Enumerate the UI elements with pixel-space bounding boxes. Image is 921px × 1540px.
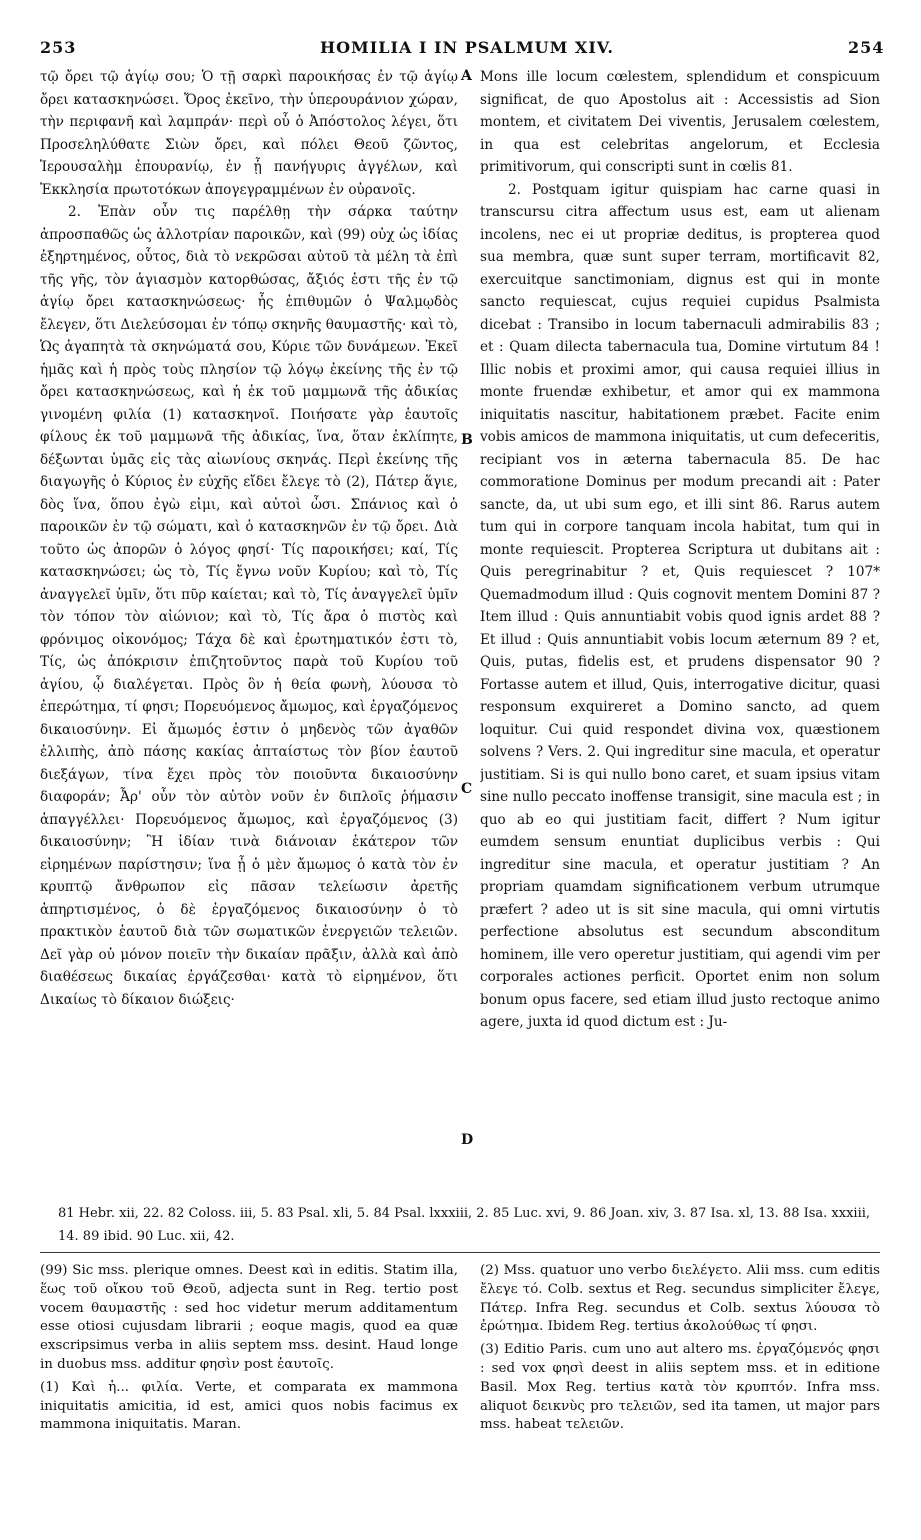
greek-paragraph-2: 2. Ἐπὰν οὖν τις παρέλθῃ τὴν σάρκα ταύτην ἀπροσπαθῶς ὡς ἀλλοτρίαν παροικῶν, καὶ (99) οὐχ ὡς ἰδίας ἐξηρτημένος, οὗτος, διὰ τὸ νεκρῶσαι αὐτοῦ τὰ μέλη τὰ ἐπὶ τῆς γῆς, τὸν ἁγιασμὸν κατορθώσας, ἄξιός ἐστι τῆς ἐν τῷ ἁγίῳ ὄρει κατασκηνώσεως· ἧς ἐπιθυμῶν ὁ Ψαλμῳδὸς ἔλεγεν, ὅτι Διελεύσομαι ἐν τόπῳ σκηνῆς θαυμαστῆς· καὶ τὸ, Ὡς ἀγαπητὰ τὰ σκηνώματά σου, Κύριε τῶν δυνάμεων. Ἐκεῖ ἡμᾶς καὶ ἡ πρὸς τοὺς πλησίον τῷ λόγῳ ἐκείνης τῆς ἐν τῷ ὄρει κατασκηνώσεως, καὶ ἡ ἐκ τοῦ μαμμωνᾶ τῆς ἀδικίας γινομένη φιλία (1) κατασκηνοῖ. Ποιήσατε γὰρ ἑαυτοῖς φίλους ἐκ τοῦ μαμμωνᾶ τῆς ἀδικίας, ἵνα, ὅταν ἐκλίπητε, δέξωνται ὑμᾶς εἰς τὰς αἰωνίους σκηνάς. Περὶ ἐκείνης τῆς διαγωγῆς ὁ Κύριος ἐν εὐχῆς εἴδει ἔλεγε τὸ (2), Πάτερ ἅγιε, δὸς ἵνα, ὅπου ἐγὼ εἰμι, καὶ αὐτοὶ ὦσι. Σπάνιος καὶ ὁ παροικῶν ἐν τῷ σώματι, καὶ ὁ κατασκηνῶν ἐν τῷ ὄρει. Διὰ τοῦτο ὡς ἀπορῶν ὁ λόγος φησί· Τίς παροικήσει; καί, Τίς κατασκηνώσει; ὡς τὸ, Τίς ἔγνω νοῦν Κυρίου; καὶ τὸ, Τίς ἀναγγελεῖ ὑμῖν, ὅτι πῦρ καίεται; καὶ τὸ, Τίς ἀναγγελεῖ ὑμῖν τὸν τόπον τὸν αἰώνιον; καὶ τὸ, Τίς ἄρα ὁ πιστὸς καὶ φρόνιμος οἰκονόμος; Τάχα δὲ καὶ ἐρωτηματικόν ἐστι τὸ, Τίς, ὡς ἀπόκρισιν ἐπιζητοῦντος παρὰ τοῦ Κυρίου τοῦ ἁγίου, ᾧ διαλέγεται. Πρὸς ὃν ἡ θεία φωνὴ, λύουσα τὸ ἐπερώτημα, τί φησι; Πορευόμενος ἄμωμος, καὶ ἐργαζόμενος δικαιοσύνην. Εἰ ἄμωμός ἐστιν ὁ μηδενὸς τῶν ἀγαθῶν ἐλλιπὴς, ἀπὸ πάσης κακίας ἀπταίστως τὸν βίον ἑαυτοῦ διεξάγων, τίνα ἔχει πρὸς τὸν ποιοῦντα δικαιοσύνην διαφοράν; Ἆρ' οὖν τὸν αὐτὸν νοῦν ἐν διπλοῖς ῥήμασιν ἀπαγγέλλει· Πορευόμενος ἄμωμος, καὶ ἐργαζόμενος (3) δικαιοσύνην; Ἢ ἰδίαν τινὰ διάνοιαν ἑκάτερον τῶν εἰρημένων παρίστησιν; ἵνα ᾖ ὁ μὲν ἄμωμος ὁ κατὰ τὸν ἐν κρυπτῷ ἄνθρωπον εἰς πᾶσαν τελείωσιν ἀρετῆς ἀπηρτισμένος, ὁ δὲ ἐργαζόμενος δικαιοσύνην ὁ τὸ πρακτικὸν ἑαυτοῦ διὰ τῶν σωματικῶν ἐνεργειῶν τελειῶν. Δεῖ γὰρ οὐ μόνον ποιεῖν τὴν δικαίαν πρᾶξιν, ἀλλὰ καὶ ἀπὸ διαθέσεως δικαίας ἐργάζεσθαι· κατὰ τὸ εἰρημένον, ὅτι Δικαίως τὸ δίκαιον διώξεις· — [40, 204, 458, 1008]
footnote-1: (1) Καὶ ἡ... φιλία. Verte, et comparata ex mammona iniquitatis amicitia, id est, amici quos nobis facimus ex mammona iniquitatis. Maran. — [40, 1379, 458, 1433]
margin-letter-a: A — [461, 68, 472, 84]
running-title: HOMILIA I IN PSALMUM XIV. — [320, 38, 614, 57]
footnotes-left — [40, 1262, 458, 1439]
footnote-2: (2) Mss. quatuor uno verbo διελέγετο. Alii mss. cum editis ἔλεγε τό. Colb. sextus et Reg. secundus simpliciter ἔλεγε, Πάτερ. Infra Reg. secundus et Colb. sextus λύουσα τὸ ἐρώτημα. Ibidem Reg. tertius ἀκολούθως τί φησι. — [480, 1263, 880, 1335]
margin-letter-b: B — [461, 432, 473, 448]
latin-column — [480, 66, 880, 1188]
greek-paragraph-1: τῷ ὄρει τῷ ἁγίῳ σου; Ὁ τῇ σαρκὶ παροικήσας ἐν τῷ ἁγίῳ ὄρει κατασκηνώσει. Ὄρος ἐκεῖνο, τὴν ὑπερουράνιον χώραν, τὴν περιφανῆ καὶ λαμπράν· περὶ οὗ ὁ Ἀπόστολος λέγει, ὅτι Προσεληλύθατε Σιὼν ὄρει, καὶ πόλει Θεοῦ ζῶντος, Ἱερουσαλὴμ ἐπουρανίῳ, ἐν ᾗ πανήγυρις ἀγγέλων, καὶ Ἐκκλησία πρωτοτόκων ἀπογεγραμμένων ἐν οὐρανοῖς. — [40, 69, 458, 198]
latin-paragraph-1: Mons ille locum cœlestem, splendidum et conspicuum significat, de quo Apostolus ait : Accessistis ad Sion montem, et civitatem Dei viventis, Jerusalem cœlestem, in qua est celebritas angelorum, et Ecclesia primitivorum, qui conscripti sunt in cœlis 81. — [480, 69, 880, 175]
greek-column — [40, 66, 458, 1188]
page-number-left: 253 — [40, 38, 77, 57]
scripture-references: 81 Hebr. xii, 22. 82 Coloss. iii, 5. 83 Psal. xli, 5. 84 Psal. lxxxiii, 2. 85 Luc. xvi, 9. 86 Joan. xiv, 3. 87 Isa. xl, 13. 88 Isa. xxxiii, 14. 89 ibid. 90 Luc. xii, 42. — [58, 1206, 871, 1244]
footnote-3: (3) Editio Paris. cum uno aut altero ms. ἐργαζόμενός φησι : sed vox φησὶ deest in aliis septem mss. et in editione Basil. Mox Reg. tertius κατὰ τὸν κρυπτόν. Infra mss. aliquot δεικνὺς pro τελειῶν, sed ita tamen, ut major pars mss. habeat τελειῶν. — [480, 1342, 880, 1433]
latin-paragraph-2: 2. Postquam igitur quispiam hac carne quasi in transcursu citra affectum usus est, eam ut alienam incolens, nec ei ut propriæ deditus, is propterea quod sua membra, quæ sunt super terram, mortificavit 82, exercuitque sanctimoniam, dignus est qui in monte sancto requiescat, cujus requiei cupidus Psalmista dicebat : Transibo in locum tabernaculi admirabilis 83 ; et : Quam dilecta tabernacula tua, Domine virtutum 84 ! Illic nobis et proximi amor, qui causa requiei illius in monte fruendæ exhibetur, et amor qui ex mammona iniquitatis nascitur, habitationem præbet. Facite enim vobis amicos de mammona iniquitatis, ut cum defeceritis, recipiant vos in æterna tabernacula 85. De hac commoratione Dominus per modum precandi ait : Pater sancte, da, ut ubi sum ego, et illi sint 86. Rarus autem tum qui in corpore tanquam incola habitat, tum qui in monte requiescit. Propterea Scriptura ut dubitans ait : Quis peregrinabitur ? et, Quis requiescet ? 107* Quemadmodum illud : Quis cognovit mentem Domini 87 ? Item illud : Quis annuntiabit vobis quod ignis ardet 88 ? Et illud : Quis annuntiabit vobis locum æternum 89 ? et, Quis, putas, fidelis est, et prudens dispensator 90 ? Fortasse autem et illud, Quis, interrogative dicitur, quasi responsum exquireret a Domino sancto, ad quem loquitur. Cui quid respondet divina vox, quæstionem solvens ? Vers. 2. Qui ingreditur sine macula, et operatur justitiam. Si is qui nullo bono caret, et suam ipsius vitam sine nullo peccato inoffense transigit, sine macula est ; in quo ab eo qui justitiam facit, differt ? Num igitur eumdem sensum enuntiat duplicibus verbis : Qui ingreditur sine macula, et operatur justitiam ? An propriam quamdam significationem verbum utrumque præfert ? adeo ut is sit sine macula, qui omni virtutis perfectione absolutus est secundum absconditum hominem, ille vero operetur justitiam, qui agendi vim per corporales actiones perficit. Oportet enim non solum bonum opus facere, sed etiam illud justo rectoque animo agere, juxta id quod dictum est : Ju- — [480, 181, 880, 1030]
margin-letters — [461, 68, 477, 1168]
footnote-divider — [40, 1252, 880, 1253]
page-number-right: 254 — [848, 38, 885, 57]
footnote-99: (99) Sic mss. plerique omnes. Deest καὶ in editis. Statim illa, ἕως τοῦ οἴκου τοῦ Θεοῦ, adjecta sunt in Reg. tertio post vocem θαυμαστῆς : sed hoc videtur merum additamentum esse otiosi cujusdam librarii ; eoque magis, quod ea quæ exscripsimus verba in aliis septem mss. desint. Haud longe in duobus mss. additur φησὶν post ἑαυτοῖς. — [40, 1263, 458, 1372]
footnotes-right — [480, 1262, 880, 1439]
margin-letter-c: C — [461, 781, 473, 797]
margin-letter-d: D — [461, 1132, 474, 1148]
